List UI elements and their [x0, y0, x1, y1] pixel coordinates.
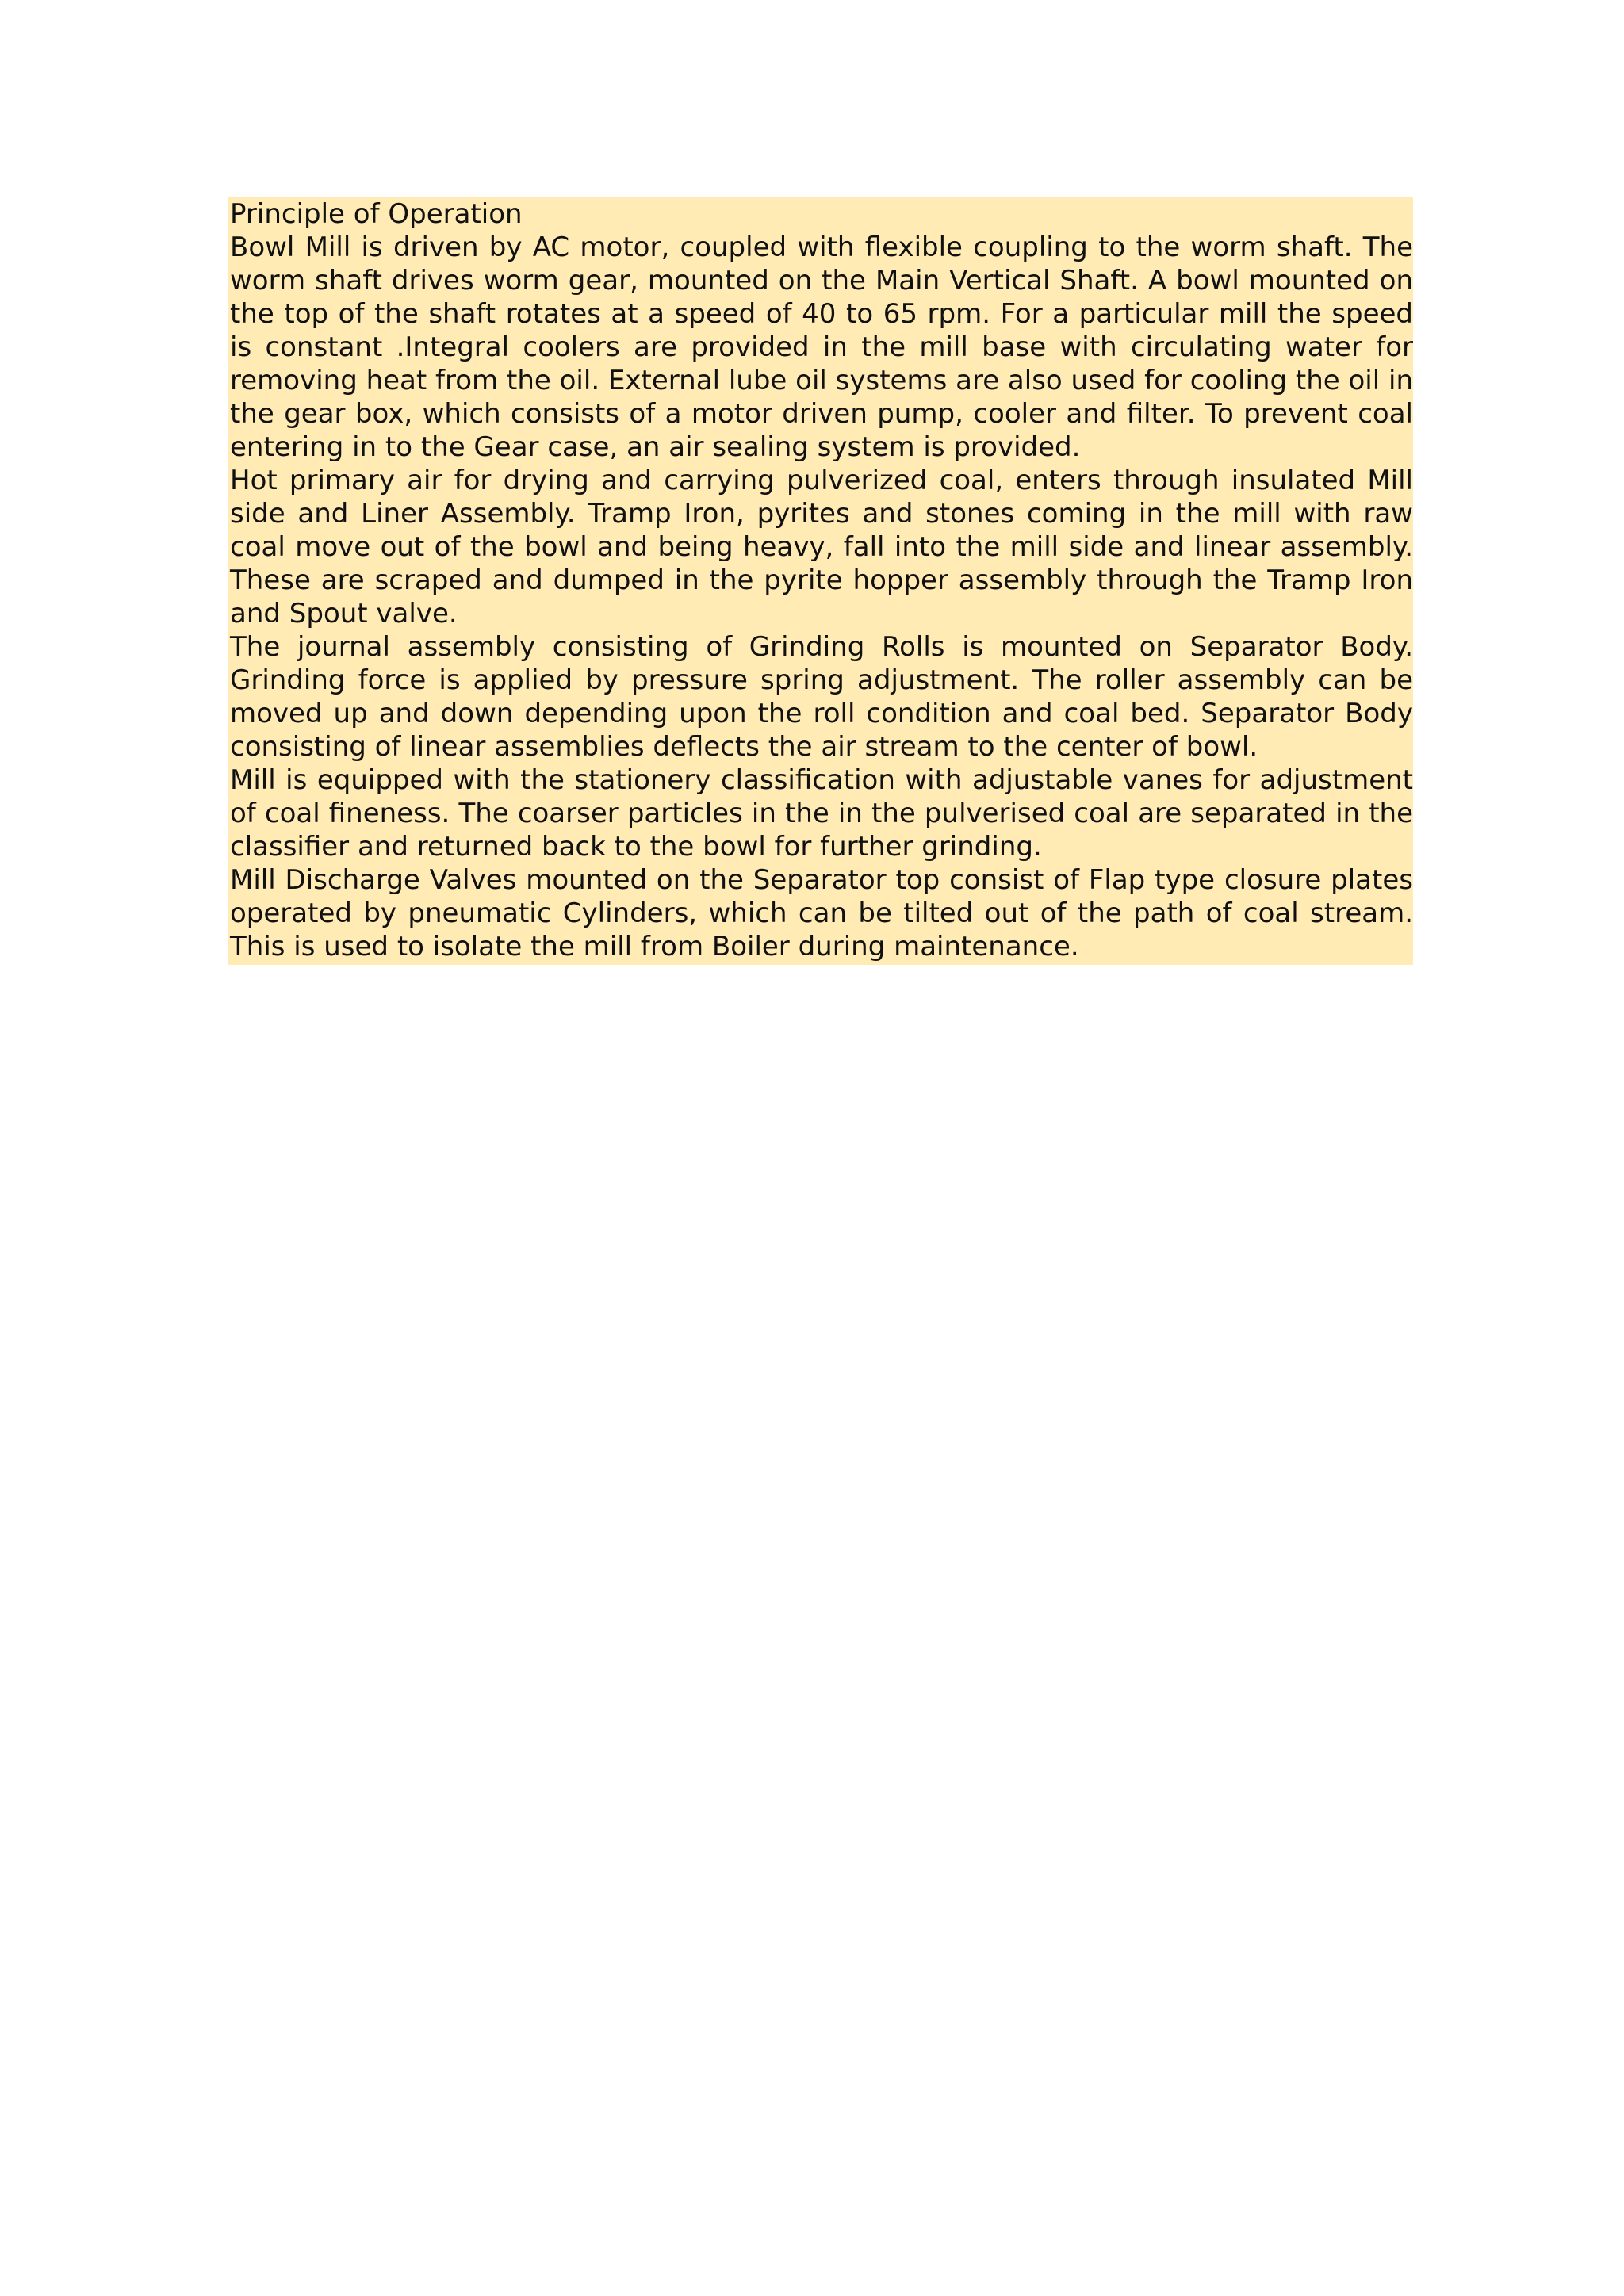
highlighted-text-block: [228, 197, 1413, 965]
section-heading: Principle of Operation: [230, 198, 523, 230]
paragraph-journal-assembly: The journal assembly consisting of Grinding Rolls is mounted on Separator Body. Grinding force is applied by pressure spring adjustment. The roller assembly can be moved up and down depending upon the roll condition and coal bed. Separator Body consisting of linear assemblies deflects the air stream to the center of bowl.: [230, 631, 1413, 763]
paragraph-bowl-mill-drive: Bowl Mill is driven by AC motor, coupled with flexible coupling to the worm shaft. The worm shaft drives worm gear, mounted on the Main Vertical Shaft. A bowl mounted on the top of the shaft rotates at a speed of 40 to 65 rpm. For a particular mill the speed is constant .Integral coolers are provided in the mill base with circulating water for removing heat from the oil. External lube oil systems are also used for cooling the oil in the gear box, which consists of a motor driven pump, cooler and filter. To prevent coal entering in to the Gear case, an air sealing system is provided.: [230, 232, 1413, 463]
paragraph-classifier: Mill is equipped with the stationery classification with adjustable vanes for adjustment of coal fineness. The coarser particles in the in the pulverised coal are separated in the classifier and returned back to the bowl for further grinding.: [230, 764, 1413, 863]
paragraph-hot-primary-air: Hot primary air for drying and carrying pulverized coal, enters through insulated Mill side and Liner Assembly. Tramp Iron, pyrites and stones coming in the mill with raw coal move out of the bowl and being heavy, fall into the mill side and linear assembly. These are scraped and dumped in the pyrite hopper assembly through the Tramp Iron and Spout valve.: [230, 465, 1413, 629]
paragraph-discharge-valves: Mill Discharge Valves mounted on the Separator top consist of Flap type closure plates operated by pneumatic Cylinders, which can be tilted out of the path of coal stream. This is used to isolate the mill from Boiler during maintenance.: [230, 864, 1413, 962]
